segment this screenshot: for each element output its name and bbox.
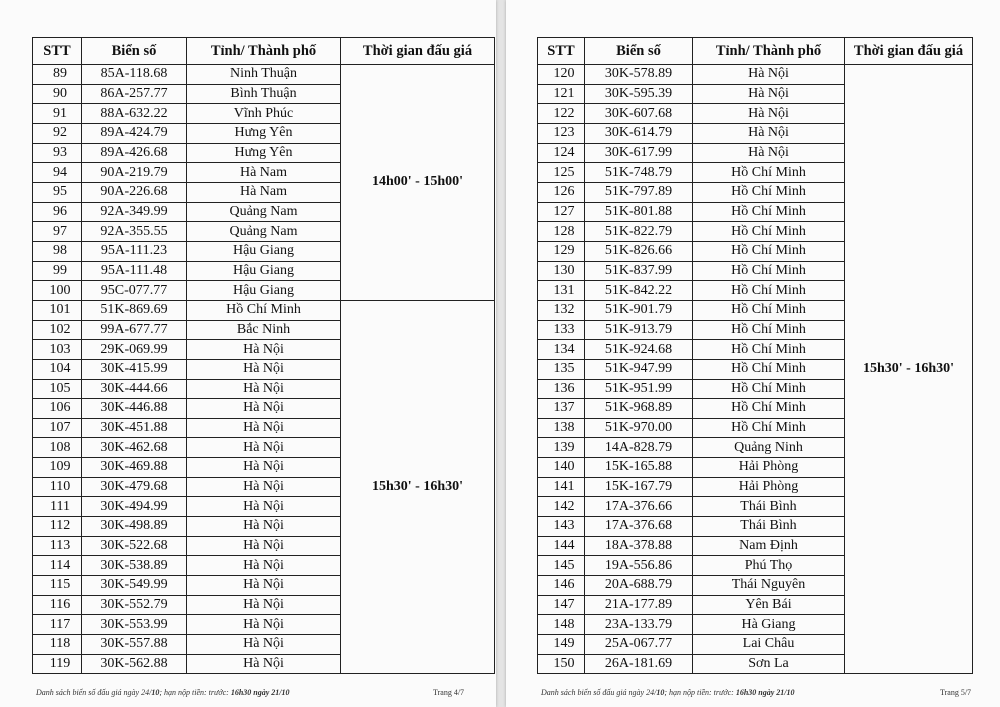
- page-number-right: Trang 5/7: [940, 688, 972, 697]
- cell-plate: 30K-595.39: [585, 84, 693, 104]
- cell-plate: 17A-376.68: [585, 517, 693, 537]
- cell-plate: 51K-748.79: [585, 163, 693, 183]
- footer-prefix: Danh sách biển số đấu giá ngày 24/: [541, 688, 657, 697]
- cell-province: Phú Thọ: [693, 556, 845, 576]
- cell-plate: 30K-617.99: [585, 143, 693, 163]
- cell-province: Hồ Chí Minh: [693, 320, 845, 340]
- cell-stt: 131: [538, 281, 585, 301]
- cell-province: Ninh Thuận: [187, 65, 341, 85]
- cell-plate: 30K-462.68: [82, 438, 187, 458]
- cell-stt: 94: [33, 163, 82, 183]
- auction-table-left: [32, 37, 495, 674]
- cell-stt: 109: [33, 458, 82, 478]
- cell-stt: 129: [538, 241, 585, 261]
- cell-stt: 113: [33, 536, 82, 556]
- cell-stt: 140: [538, 458, 585, 478]
- header-province: Tỉnh/ Thành phố: [187, 38, 341, 65]
- cell-plate: 99A-677.77: [82, 320, 187, 340]
- cell-province: Hà Nội: [187, 497, 341, 517]
- cell-stt: 141: [538, 477, 585, 497]
- cell-province: Hà Nội: [187, 399, 341, 419]
- cell-plate: 30K-451.88: [82, 418, 187, 438]
- header-plate: Biển số: [82, 38, 187, 65]
- cell-plate: 20A-688.79: [585, 576, 693, 596]
- cell-stt: 142: [538, 497, 585, 517]
- header-stt: STT: [33, 38, 82, 65]
- cell-plate: 51K-924.68: [585, 340, 693, 360]
- cell-province: Hưng Yên: [187, 143, 341, 163]
- cell-stt: 147: [538, 595, 585, 615]
- cell-stt: 89: [33, 65, 82, 85]
- cell-stt: 119: [33, 654, 82, 674]
- cell-province: Hồ Chí Minh: [187, 300, 341, 320]
- cell-plate: 51K-913.79: [585, 320, 693, 340]
- cell-plate: 26A-181.69: [585, 654, 693, 674]
- cell-stt: 150: [538, 654, 585, 674]
- cell-stt: 107: [33, 418, 82, 438]
- cell-stt: 105: [33, 379, 82, 399]
- cell-plate: 51K-797.89: [585, 182, 693, 202]
- cell-plate: 15K-165.88: [585, 458, 693, 478]
- cell-province: Hà Nam: [187, 163, 341, 183]
- cell-stt: 112: [33, 517, 82, 537]
- cell-stt: 98: [33, 241, 82, 261]
- cell-stt: 135: [538, 359, 585, 379]
- cell-province: Yên Bái: [693, 595, 845, 615]
- cell-stt: 100: [33, 281, 82, 301]
- cell-plate: 92A-355.55: [82, 222, 187, 242]
- cell-stt: 139: [538, 438, 585, 458]
- cell-plate: 51K-801.88: [585, 202, 693, 222]
- cell-province: Hồ Chí Minh: [693, 379, 845, 399]
- cell-stt: 104: [33, 359, 82, 379]
- cell-stt: 144: [538, 536, 585, 556]
- footer-prefix: Danh sách biển số đấu giá ngày 24/: [36, 688, 152, 697]
- cell-stt: 120: [538, 65, 585, 85]
- footer-deadline: 16h30 ngày 21/10: [230, 688, 290, 697]
- footer-middle: ; hạn nộp tiền: trước:: [664, 688, 736, 697]
- cell-province: Hà Nội: [187, 340, 341, 360]
- cell-stt: 138: [538, 418, 585, 438]
- cell-stt: 132: [538, 300, 585, 320]
- cell-province: Hà Nội: [187, 615, 341, 635]
- cell-plate: 21A-177.89: [585, 595, 693, 615]
- cell-plate: 90A-219.79: [82, 163, 187, 183]
- cell-province: Hồ Chí Minh: [693, 222, 845, 242]
- cell-plate: 30K-557.88: [82, 635, 187, 655]
- cell-province: Hồ Chí Minh: [693, 182, 845, 202]
- cell-province: Hậu Giang: [187, 281, 341, 301]
- cell-plate: 30K-444.66: [82, 379, 187, 399]
- cell-stt: 110: [33, 477, 82, 497]
- cell-stt: 90: [33, 84, 82, 104]
- header-stt: STT: [538, 38, 585, 65]
- header-auction-time: Thời gian đấu giá: [845, 38, 973, 65]
- table-row: [538, 65, 973, 85]
- cell-province: Hải Phòng: [693, 477, 845, 497]
- cell-stt: 145: [538, 556, 585, 576]
- footer-note-right: [541, 688, 795, 697]
- cell-plate: 88A-632.22: [82, 104, 187, 124]
- table-header-row: [538, 38, 973, 65]
- cell-plate: 51K-968.89: [585, 399, 693, 419]
- cell-province: Hà Nội: [187, 556, 341, 576]
- cell-plate: 30K-446.88: [82, 399, 187, 419]
- cell-plate: 30K-469.88: [82, 458, 187, 478]
- cell-province: Hồ Chí Minh: [693, 359, 845, 379]
- cell-province: Hà Nội: [693, 84, 845, 104]
- cell-stt: 117: [33, 615, 82, 635]
- cell-stt: 91: [33, 104, 82, 124]
- cell-plate: 30K-549.99: [82, 576, 187, 596]
- cell-plate: 51K-822.79: [585, 222, 693, 242]
- cell-plate: 90A-226.68: [82, 182, 187, 202]
- cell-province: Hải Phòng: [693, 458, 845, 478]
- cell-stt: 130: [538, 261, 585, 281]
- cell-plate: 51K-951.99: [585, 379, 693, 399]
- cell-plate: 30K-562.88: [82, 654, 187, 674]
- cell-province: Bình Thuận: [187, 84, 341, 104]
- cell-province: Hà Nội: [187, 654, 341, 674]
- cell-province: Bắc Ninh: [187, 320, 341, 340]
- cell-province: Lai Châu: [693, 635, 845, 655]
- cell-plate: 30K-552.79: [82, 595, 187, 615]
- cell-plate: 92A-349.99: [82, 202, 187, 222]
- cell-province: Hà Nam: [187, 182, 341, 202]
- cell-province: Hưng Yên: [187, 123, 341, 143]
- table-row: [33, 300, 495, 320]
- cell-plate: 51K-901.79: [585, 300, 693, 320]
- cell-plate: 51K-947.99: [585, 359, 693, 379]
- cell-stt: 134: [538, 340, 585, 360]
- cell-province: Hồ Chí Minh: [693, 399, 845, 419]
- cell-province: Hà Nội: [187, 635, 341, 655]
- cell-stt: 126: [538, 182, 585, 202]
- cell-plate: 15K-167.79: [585, 477, 693, 497]
- cell-province: Hà Nội: [693, 123, 845, 143]
- cell-province: Sơn La: [693, 654, 845, 674]
- cell-plate: 29K-069.99: [82, 340, 187, 360]
- cell-province: Hà Nội: [187, 536, 341, 556]
- cell-stt: 121: [538, 84, 585, 104]
- cell-plate: 89A-426.68: [82, 143, 187, 163]
- cell-plate: 30K-614.79: [585, 123, 693, 143]
- cell-plate: 85A-118.68: [82, 65, 187, 85]
- cell-stt: 96: [33, 202, 82, 222]
- cell-stt: 111: [33, 497, 82, 517]
- cell-stt: 143: [538, 517, 585, 537]
- cell-province: Thái Bình: [693, 497, 845, 517]
- cell-stt: 97: [33, 222, 82, 242]
- cell-province: Hồ Chí Minh: [693, 202, 845, 222]
- cell-auction-time: 15h30' - 16h30': [845, 65, 973, 674]
- cell-province: Hậu Giang: [187, 261, 341, 281]
- header-province: Tỉnh/ Thành phố: [693, 38, 845, 65]
- cell-province: Hồ Chí Minh: [693, 418, 845, 438]
- cell-plate: 51K-826.66: [585, 241, 693, 261]
- cell-stt: 93: [33, 143, 82, 163]
- cell-stt: 115: [33, 576, 82, 596]
- footer-deadline: 16h30 ngày 21/10: [735, 688, 795, 697]
- cell-stt: 101: [33, 300, 82, 320]
- footer-bold-month: 10: [656, 688, 665, 697]
- cell-province: Hà Nội: [187, 379, 341, 399]
- table-header-row: [33, 38, 495, 65]
- header-auction-time: Thời gian đấu giá: [341, 38, 495, 65]
- cell-stt: 128: [538, 222, 585, 242]
- cell-province: Hà Nội: [693, 143, 845, 163]
- cell-stt: 148: [538, 615, 585, 635]
- cell-plate: 51K-869.69: [82, 300, 187, 320]
- cell-province: Hồ Chí Minh: [693, 241, 845, 261]
- cell-plate: 30K-415.99: [82, 359, 187, 379]
- cell-province: Hà Nội: [187, 359, 341, 379]
- cell-plate: 30K-607.68: [585, 104, 693, 124]
- auction-table-right: [537, 37, 973, 674]
- cell-province: Hồ Chí Minh: [693, 300, 845, 320]
- cell-plate: 30K-538.89: [82, 556, 187, 576]
- cell-stt: 137: [538, 399, 585, 419]
- cell-stt: 116: [33, 595, 82, 615]
- cell-plate: 86A-257.77: [82, 84, 187, 104]
- cell-plate: 19A-556.86: [585, 556, 693, 576]
- cell-plate: 30K-522.68: [82, 536, 187, 556]
- cell-stt: 106: [33, 399, 82, 419]
- cell-stt: 92: [33, 123, 82, 143]
- header-plate: Biển số: [585, 38, 693, 65]
- cell-plate: 89A-424.79: [82, 123, 187, 143]
- cell-stt: 118: [33, 635, 82, 655]
- cell-plate: 30K-578.89: [585, 65, 693, 85]
- cell-stt: 125: [538, 163, 585, 183]
- cell-stt: 122: [538, 104, 585, 124]
- cell-plate: 51K-837.99: [585, 261, 693, 281]
- cell-stt: 95: [33, 182, 82, 202]
- cell-plate: 30K-498.89: [82, 517, 187, 537]
- cell-province: Hồ Chí Minh: [693, 281, 845, 301]
- cell-province: Hà Nội: [187, 438, 341, 458]
- cell-auction-time: 14h00' - 15h00': [341, 65, 495, 301]
- table-row: [33, 65, 495, 85]
- cell-stt: 124: [538, 143, 585, 163]
- cell-plate: 18A-378.88: [585, 536, 693, 556]
- cell-plate: 95A-111.23: [82, 241, 187, 261]
- cell-stt: 149: [538, 635, 585, 655]
- cell-province: Thái Nguyên: [693, 576, 845, 596]
- cell-plate: 30K-494.99: [82, 497, 187, 517]
- cell-stt: 146: [538, 576, 585, 596]
- cell-plate: 14A-828.79: [585, 438, 693, 458]
- cell-province: Hà Nội: [693, 65, 845, 85]
- cell-province: Vĩnh Phúc: [187, 104, 341, 124]
- cell-province: Hà Nội: [187, 595, 341, 615]
- cell-plate: 25A-067.77: [585, 635, 693, 655]
- cell-stt: 103: [33, 340, 82, 360]
- footer-bold-month: 10: [151, 688, 160, 697]
- cell-stt: 133: [538, 320, 585, 340]
- cell-plate: 95C-077.77: [82, 281, 187, 301]
- cell-plate: 30K-479.68: [82, 477, 187, 497]
- cell-plate: 17A-376.66: [585, 497, 693, 517]
- cell-stt: 108: [33, 438, 82, 458]
- cell-province: Thái Bình: [693, 517, 845, 537]
- cell-plate: 51K-842.22: [585, 281, 693, 301]
- cell-province: Hà Nội: [693, 104, 845, 124]
- cell-stt: 114: [33, 556, 82, 576]
- cell-stt: 136: [538, 379, 585, 399]
- cell-stt: 99: [33, 261, 82, 281]
- cell-plate: 95A-111.48: [82, 261, 187, 281]
- cell-province: Hồ Chí Minh: [693, 340, 845, 360]
- cell-province: Quảng Nam: [187, 222, 341, 242]
- cell-province: Hồ Chí Minh: [693, 163, 845, 183]
- cell-province: Hà Giang: [693, 615, 845, 635]
- cell-plate: 30K-553.99: [82, 615, 187, 635]
- cell-stt: 127: [538, 202, 585, 222]
- cell-province: Quảng Ninh: [693, 438, 845, 458]
- cell-province: Hà Nội: [187, 458, 341, 478]
- cell-auction-time: 15h30' - 16h30': [341, 300, 495, 673]
- footer-middle: ; hạn nộp tiền: trước:: [159, 688, 231, 697]
- page-number-left: Trang 4/7: [433, 688, 465, 697]
- footer-note-left: [36, 688, 290, 697]
- cell-province: Hà Nội: [187, 418, 341, 438]
- cell-province: Hồ Chí Minh: [693, 261, 845, 281]
- cell-province: Hậu Giang: [187, 241, 341, 261]
- cell-province: Nam Định: [693, 536, 845, 556]
- cell-plate: 23A-133.79: [585, 615, 693, 635]
- cell-province: Quảng Nam: [187, 202, 341, 222]
- cell-province: Hà Nội: [187, 517, 341, 537]
- cell-province: Hà Nội: [187, 576, 341, 596]
- cell-province: Hà Nội: [187, 477, 341, 497]
- cell-stt: 123: [538, 123, 585, 143]
- cell-plate: 51K-970.00: [585, 418, 693, 438]
- cell-stt: 102: [33, 320, 82, 340]
